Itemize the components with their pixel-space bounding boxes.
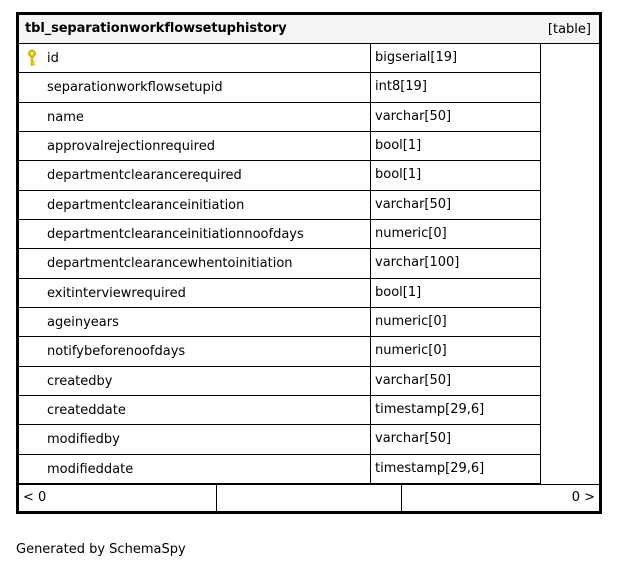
column-name-cell [19, 249, 371, 277]
column-row [19, 396, 540, 425]
column-type-cell [371, 44, 541, 72]
column-row [19, 220, 540, 249]
column-row [19, 103, 540, 132]
column-row [19, 191, 540, 220]
column-type: numeric[0] [375, 343, 447, 359]
column-type-cell [371, 161, 541, 189]
column-type: bool[1] [375, 137, 422, 153]
column-name[interactable]: id [47, 51, 59, 66]
table-kind-label: [table] [547, 22, 591, 37]
column-name-cell [19, 308, 371, 336]
column-name-cell [19, 161, 371, 189]
column-type: varchar[50] [375, 431, 452, 447]
column-type: numeric[0] [375, 225, 447, 241]
column-name[interactable]: createddate [47, 402, 126, 418]
column-type: timestamp[29,6] [375, 401, 485, 417]
column-type-cell [371, 396, 541, 424]
column-type: bigserial[19] [375, 50, 458, 65]
column-type: varchar[50] [375, 372, 452, 388]
column-name-cell [19, 396, 371, 424]
column-type-cell [371, 191, 541, 219]
column-name-cell [19, 337, 371, 365]
generated-by-label: Generated by SchemaSpy [16, 542, 186, 557]
column-type: bool[1] [375, 284, 422, 300]
column-type-cell [371, 425, 541, 453]
column-name-cell [19, 455, 371, 483]
column-name[interactable]: createdby [47, 373, 113, 389]
column-type: int8[19] [375, 79, 427, 95]
column-type-cell [371, 279, 541, 307]
column-row [19, 44, 540, 73]
column-type-cell [371, 308, 541, 336]
column-type: timestamp[29,6] [375, 460, 485, 476]
column-name[interactable]: modifieddate [47, 461, 134, 477]
column-name[interactable]: modifiedby [47, 432, 120, 448]
children-count[interactable]: < 0 [23, 490, 47, 505]
column-name[interactable]: departmentclearancewhentoinitiation [47, 256, 293, 272]
entity-footer [19, 484, 599, 511]
column-row [19, 337, 540, 366]
column-name-cell [19, 425, 371, 453]
column-name[interactable]: notifybeforenoofdays [47, 344, 186, 360]
column-row [19, 279, 540, 308]
column-name-cell [19, 103, 371, 131]
entity-header [19, 15, 599, 44]
column-name-cell [19, 132, 371, 160]
column-name-cell [19, 367, 371, 395]
column-name-cell [19, 44, 371, 72]
column-name[interactable]: departmentclearanceinitiation [47, 197, 245, 213]
column-type: varchar[50] [375, 108, 452, 124]
column-name-cell [19, 191, 371, 219]
column-type: bool[1] [375, 167, 422, 183]
column-type-cell [371, 132, 541, 160]
column-type: numeric[0] [375, 313, 447, 329]
column-type-cell [371, 73, 541, 101]
column-type-cell [371, 367, 541, 395]
column-row [19, 161, 540, 190]
children-count-cell [19, 485, 217, 511]
column-type-cell [371, 455, 541, 483]
column-name[interactable]: separationworkflowsetupid [47, 80, 223, 96]
column-name[interactable]: name [47, 109, 84, 125]
column-type-cell [371, 103, 541, 131]
table-name[interactable]: tbl_separationworkflowsetuphistory [25, 21, 287, 36]
entity-table [16, 12, 602, 514]
column-row [19, 367, 540, 396]
column-name[interactable]: ageinyears [47, 314, 119, 330]
column-row [19, 132, 540, 161]
column-type: varchar[100] [375, 255, 460, 271]
column-name[interactable]: departmentclearancerequired [47, 168, 242, 184]
column-name[interactable]: exitinterviewrequired [47, 285, 186, 301]
column-row [19, 455, 540, 484]
column-row [19, 73, 540, 102]
column-name-cell [19, 73, 371, 101]
column-row [19, 308, 540, 337]
column-list [19, 44, 541, 484]
column-name-cell [19, 279, 371, 307]
column-name-cell [19, 220, 371, 248]
footer-spacer [217, 485, 402, 511]
column-row [19, 425, 540, 454]
column-row [19, 249, 540, 278]
column-name[interactable]: approvalrejectionrequired [47, 138, 215, 154]
column-type-cell [371, 337, 541, 365]
column-type-cell [371, 249, 541, 277]
key-icon [26, 49, 38, 67]
column-name[interactable]: departmentclearanceinitiationnoofdays [47, 226, 304, 242]
parents-count-cell [402, 485, 599, 511]
column-type: varchar[50] [375, 196, 452, 212]
parents-count[interactable]: 0 > [571, 490, 595, 505]
column-type-cell [371, 220, 541, 248]
